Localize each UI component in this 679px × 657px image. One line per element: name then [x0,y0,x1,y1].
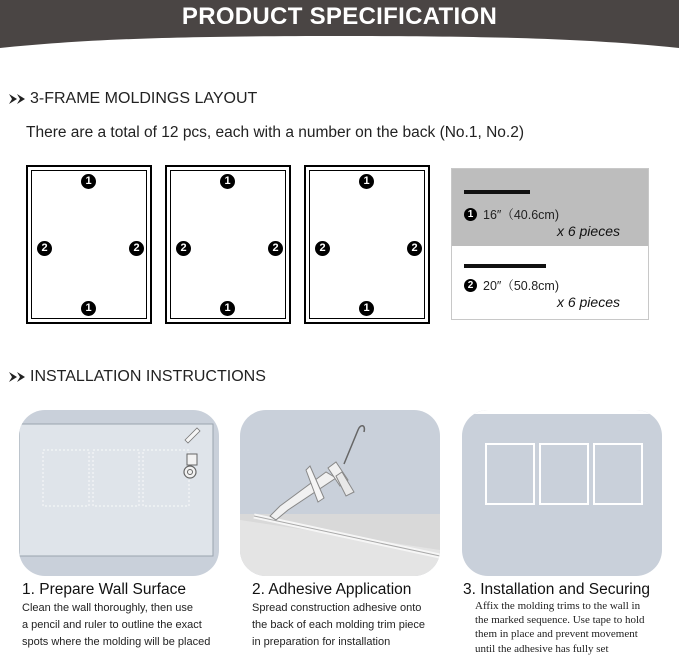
step-2-illustration [240,410,440,576]
step-2-description [252,600,425,651]
legend-item-2-size-row [464,276,559,294]
molding-piece-16-icon [464,190,530,194]
step-3-title: 3. Installation and Securing [463,581,650,598]
banner-title: PRODUCT SPECIFICATION [181,3,498,30]
badge-two: 2 [176,241,191,256]
badge-one: 1 [81,174,96,189]
legend-item-1 [452,169,648,246]
badge-one: 1 [359,301,374,316]
frame-diagram-2 [165,165,291,324]
step-3-line: Affix the molding trims to the wall in [475,600,641,612]
legend-item-2-pieces: x 6 pieces [556,294,620,310]
chevron-right-icon [8,92,28,106]
badge-two: 2 [129,241,144,256]
step-2-line: Spread construction adhesive onto [252,602,422,614]
legend-item-1-size-row [464,205,559,223]
badge-two: 2 [464,279,477,292]
step-3-illustration [462,410,662,576]
step-2-line: in preparation for installation [252,636,391,648]
step-1-title: 1. Prepare Wall Surface [22,581,186,598]
badge-two: 2 [407,241,422,256]
badge-two: 2 [315,241,330,256]
molding-legend [451,168,649,320]
header-banner [0,0,679,56]
step-1-illustration [19,410,219,576]
badge-two: 2 [268,241,283,256]
step-3-description [475,599,645,656]
legend-item-2 [452,246,648,319]
step-1-description [22,600,210,651]
step-2-line: the back of each molding trim piece [252,619,426,631]
step-2-title: 2. Adhesive Application [252,581,412,598]
legend-item-1-pieces: x 6 pieces [556,223,620,239]
badge-one: 1 [220,301,235,316]
layout-heading [8,90,257,108]
step-1-line: a pencil and ruler to outline the exact [22,619,202,631]
badge-one: 1 [359,174,374,189]
badge-two: 2 [37,241,52,256]
frame-diagram-3 [304,165,430,324]
legend-item-1-size: 16″（40.6cm) [483,208,559,222]
legend-item-2-size: 20″（50.8cm) [483,279,559,293]
layout-intro: There are a total of 12 pcs, each with a number on the back (No.1, No.2) [26,124,524,141]
chevron-right-icon [8,370,28,384]
badge-one: 1 [464,208,477,221]
step-3-line: the marked sequence. Use tape to hold [475,614,645,627]
install-heading [8,368,266,386]
badge-one: 1 [81,301,96,316]
step-1-line: spots where the molding will be placed [22,636,211,648]
frame-diagram-1 [26,165,152,324]
step-3-line: them in place and prevent movement [475,628,638,641]
badge-one: 1 [220,174,235,189]
step-1-line: Clean the wall thoroughly, then use [22,602,194,614]
install-heading-text: INSTALLATION INSTRUCTIONS [30,368,266,385]
step-3-line: until the adhesive has fully set [475,642,609,655]
molding-piece-20-icon [464,264,546,268]
layout-heading-text: 3-FRAME MOLDINGS LAYOUT [30,90,258,107]
